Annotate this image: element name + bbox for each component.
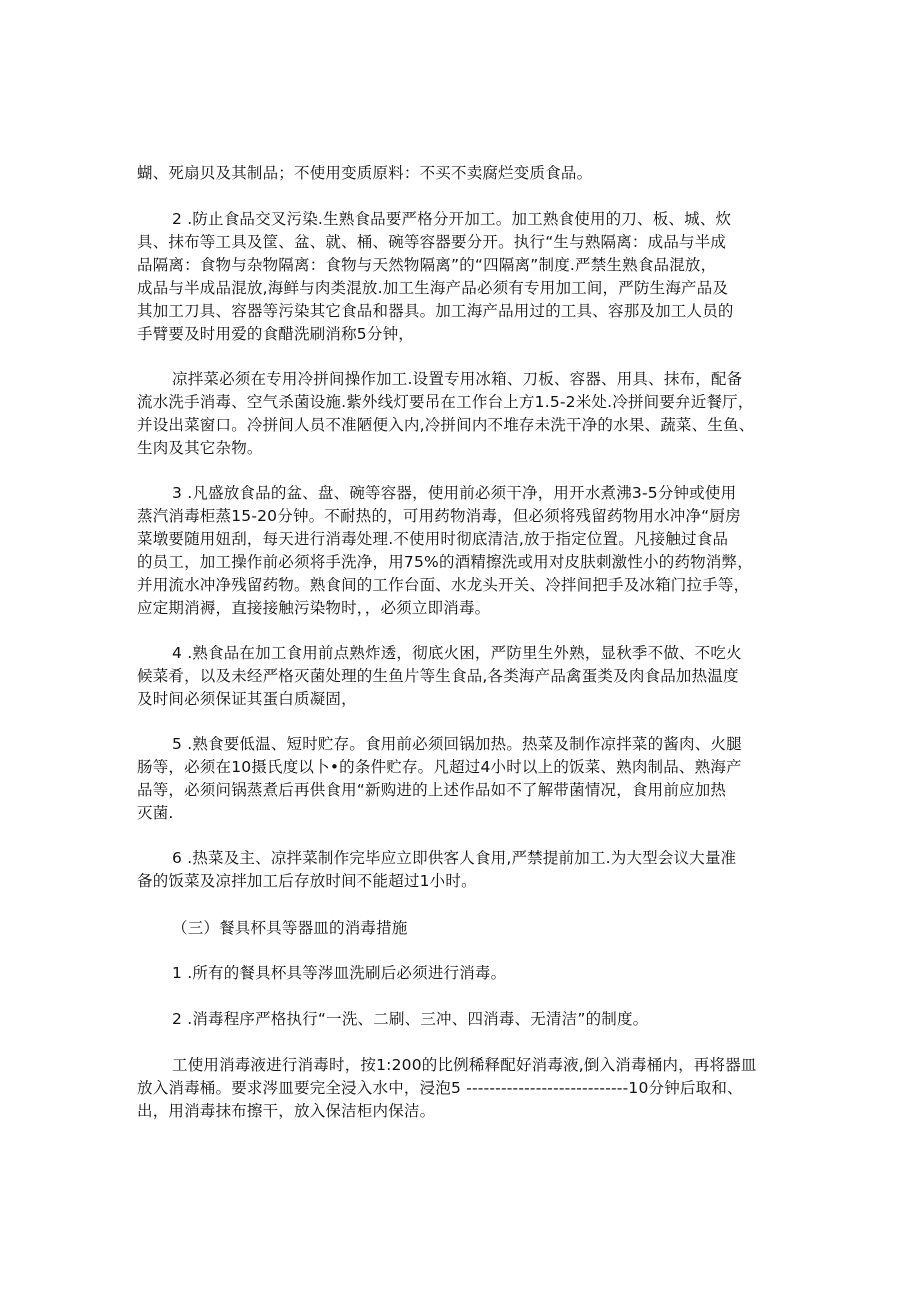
text-line: 成品与半成品混放,海鲜与肉类混放.加工生海产品必须有专用加工间，严防生海产品及 — [137, 279, 729, 297]
text-line: 出，用消毒抹布擦干，放入保洁柜内保洁。 — [137, 1102, 436, 1120]
paragraph-continuation — [137, 162, 797, 185]
text-line: 放入消毒桶。要求涔皿要完全浸入水中，浸泡5 ----------------------------10分钟后取和、 — [137, 1079, 743, 1097]
text-line: （三）餐具杯具等器皿的消毒措施 — [172, 919, 408, 937]
text-line: 备的饭菜及凉拌加工后存放时间不能超过1小时。 — [137, 872, 477, 890]
text-line: 并用流水冲净残留药物。熟食间的工作台面、水龙头开关、冷拌间把手及冰箱门拉手等， — [137, 576, 750, 594]
paragraph-item-6 — [137, 847, 797, 893]
text-line: 候菜肴，以及未经严格灭菌处理的生鱼片等生食品,各类海产品禽蛋类及肉食品加热温度 — [137, 667, 739, 685]
text-line: 菜墩要随用妞刮，每天进行消毒处理.不使用时彻底清洁,放于指定位置。凡接触过食品 — [137, 530, 729, 548]
text-line: 1 .所有的餐具杯具等涔皿洗刷后必须进行消毒。 — [172, 964, 507, 982]
text-line: 蝴、死扇贝及其制品；不使用变质原料：不买不卖腐烂变质食品。 — [137, 164, 593, 182]
text-line: 并设出菜窗口。冷拼间人员不准陋便入内,冷拼间内不堆存未洗干净的水果、蔬菜、生鱼、 — [137, 416, 755, 434]
text-line: 其加工刀具、容器等污染其它食品和器具。加工海产品用过的工具、容那及加工人员的 — [137, 302, 734, 320]
text-line: 4 .熟食品在加工食用前点熟炸透，彻底火困，严防里生外熟，显秋季不做、不吃火 — [172, 644, 742, 662]
text-line: 5 .熟食要低温、短时贮存。食用前必须回锅加热。热菜及制作凉拌菜的酱肉、火腿 — [172, 735, 742, 753]
paragraph-item-2 — [137, 208, 797, 346]
text-line: 流水洗手消毒、空气杀菌设施.紫外线灯要吊在工作台上方1.5-2米处.冷拼间要弁近餐厅， — [137, 393, 754, 411]
text-line: 凉拌菜必须在专用冷拼间操作加工.设置专用冰箱、刀板、容器、用具、抹布，配备 — [172, 370, 743, 388]
text-line: 工使用消毒液进行消毒时，按1:200的比例稀释配好消毒液,倒入消毒桶内，再将器皿 — [172, 1056, 757, 1074]
text-line: 具、抹布等工具及筐、盆、就、桶、碗等容器要分开。执行“生与熟隔离：成品与半成 — [137, 233, 727, 251]
paragraph-item-5 — [137, 733, 797, 825]
paragraph-item-4 — [137, 642, 797, 711]
text-line: 2 .消毒程序严格执行“一洗、二刷、三冲、四消毒、无清洁”的制度。 — [172, 1010, 649, 1028]
text-line: 手臂要及时用爱的食醋洗刷消称5分钟， — [137, 325, 414, 343]
text-line: 生肉及其它杂物。 — [137, 439, 263, 457]
text-line: 应定期消褥，直接接触污染物时，，必须立即消毒。 — [137, 599, 491, 617]
text-line: 灭菌. — [137, 804, 174, 822]
paragraph-sub-1 — [137, 962, 797, 985]
text-line: 品隔离：食物与杂物隔离：食物与天然物隔离”的“四隔离”制度.严禁生熟食品混放， — [137, 256, 717, 274]
text-line: 蒸汽消毒柜蒸15-20分钟。不耐热的，可用药物消毒，但必须将残留药物用水冲净“厨房 — [137, 507, 741, 525]
text-line: 2 .防止食品交叉污染.生熟食品要严格分开加工。加工熟食使用的刀、板、城、炊 — [172, 210, 732, 228]
text-line: 3 .凡盛放食品的盆、盘、碗等容器，使用前必须干净，用开水煮沸3-5分钟或使用 — [172, 484, 737, 502]
text-line: 肠等，必须在10摄氏度以卜•的条件贮存。凡超过4小时以上的饭菜、熟肉制品、熟海产 — [137, 758, 742, 776]
paragraph-disinfectant — [137, 1054, 797, 1123]
text-line: 6 .热菜及主、凉拌菜制作完毕应立即供客人食用,严禁提前加工.为大型会议大量准 — [172, 849, 737, 867]
text-line: 品等，必须问锅蒸煮后再供食用“新购进的上述作品如不了解带菌情况，食用前应加热 — [137, 781, 727, 799]
paragraph-item-3 — [137, 482, 797, 620]
section-heading-3 — [137, 917, 797, 940]
text-line: 的员工，加工操作前必须将手洗净，用75%的酒精擦洗或用对皮肤刺激性小的药物消弊， — [137, 553, 753, 571]
paragraph-cold-dish — [137, 368, 797, 460]
text-line: 及时间必须保证其蛋白质凝固， — [137, 690, 357, 708]
paragraph-sub-2 — [137, 1008, 797, 1031]
